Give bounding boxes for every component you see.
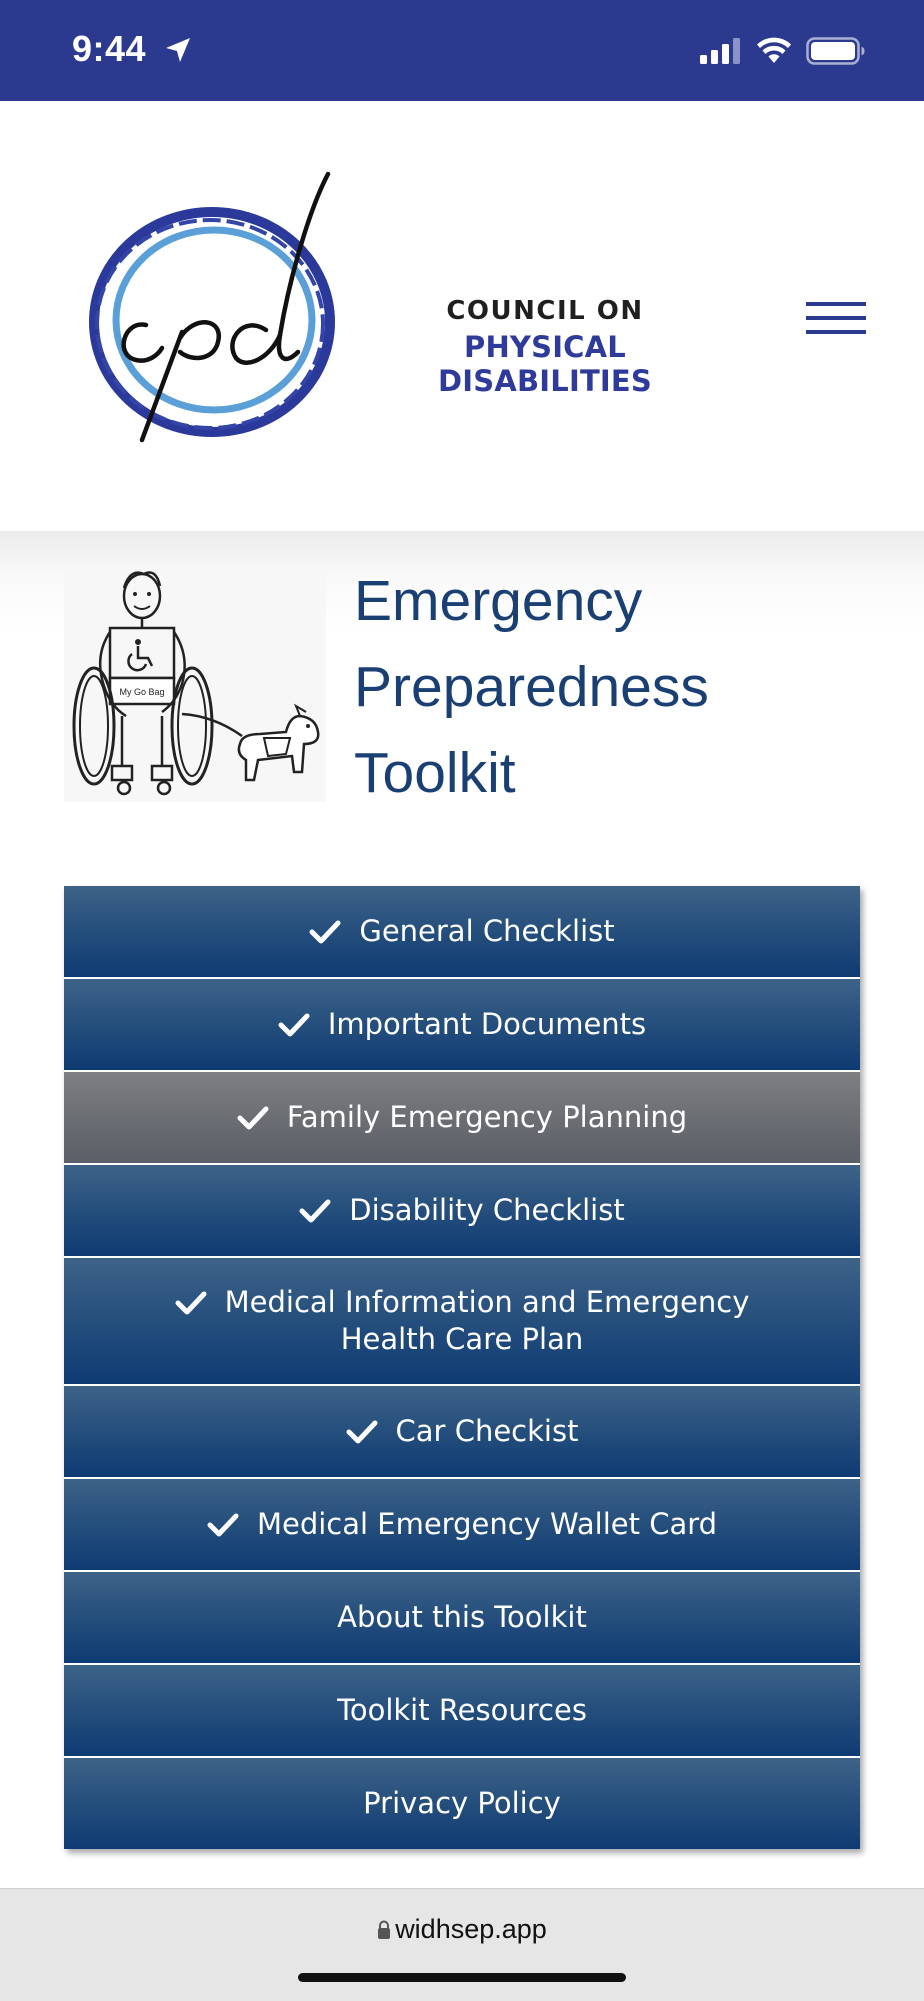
wifi-icon <box>756 36 792 64</box>
home-indicator[interactable] <box>298 1973 626 1982</box>
checkmark-icon <box>278 1012 310 1038</box>
checkmark-icon <box>309 919 341 945</box>
cpd-logo[interactable] <box>84 170 344 460</box>
menu-item-label: Privacy Policy <box>363 1786 561 1820</box>
status-bar <box>0 0 924 101</box>
menu-item-label: Car Checkist <box>395 1414 579 1448</box>
page-title <box>354 558 874 816</box>
lock-icon <box>377 1920 391 1940</box>
checkmark-icon <box>237 1105 269 1131</box>
status-time: 9:44 <box>72 28 147 69</box>
wheelchair-go-bag-illustration <box>64 566 326 802</box>
signal-bars-icon <box>700 38 742 64</box>
url-field[interactable] <box>0 1914 924 1945</box>
menu-item-label-line1: Medical Information and Emergency <box>224 1285 750 1319</box>
checkmark-icon <box>207 1512 239 1538</box>
checkmark-icon <box>175 1290 207 1316</box>
go-bag-label: My Go Bag <box>119 687 165 697</box>
menu-item-label-line2: Health Care Plan <box>340 1322 584 1356</box>
menu-item-wallet-card[interactable] <box>64 1479 860 1572</box>
battery-icon <box>806 37 866 65</box>
menu-item-label: About this Toolkit <box>337 1600 587 1634</box>
menu-item-privacy-policy[interactable] <box>64 1758 860 1849</box>
org-name-line1: COUNCIL ON <box>446 296 644 326</box>
menu-item-medical-information[interactable] <box>64 1258 860 1386</box>
menu-item-label: Important Documents <box>327 1007 647 1041</box>
menu-item-label: General Checklist <box>359 914 615 948</box>
checkmark-icon <box>346 1419 378 1445</box>
page-title-line2: Preparedness <box>354 655 709 719</box>
menu-item-toolkit-resources[interactable] <box>64 1665 860 1758</box>
checkmark-icon <box>299 1198 331 1224</box>
menu-item-label: Toolkit Resources <box>337 1693 587 1727</box>
menu-item-family-emergency-planning[interactable] <box>64 1072 860 1165</box>
toolkit-menu <box>64 886 860 1849</box>
menu-item-disability-checklist[interactable] <box>64 1165 860 1258</box>
menu-item-car-checklist[interactable] <box>64 1386 860 1479</box>
menu-item-about-toolkit[interactable] <box>64 1572 860 1665</box>
menu-item-label: Disability Checklist <box>349 1193 625 1227</box>
url-text: widhsep.app <box>395 1914 547 1944</box>
menu-item-label: Medical Emergency Wallet Card <box>256 1507 718 1541</box>
menu-item-label: Family Emergency Planning <box>286 1100 688 1134</box>
menu-item-general-checklist[interactable] <box>64 886 860 979</box>
org-name-line2: PHYSICAL DISABILITIES <box>437 330 653 398</box>
menu-item-important-documents[interactable] <box>64 979 860 1072</box>
page-title-line1: Emergency <box>354 569 643 633</box>
location-arrow-icon <box>162 34 194 66</box>
logo-letters: cpd <box>84 170 86 171</box>
hamburger-menu-icon[interactable] <box>800 296 870 340</box>
page-title-line3: Toolkit <box>354 741 516 805</box>
